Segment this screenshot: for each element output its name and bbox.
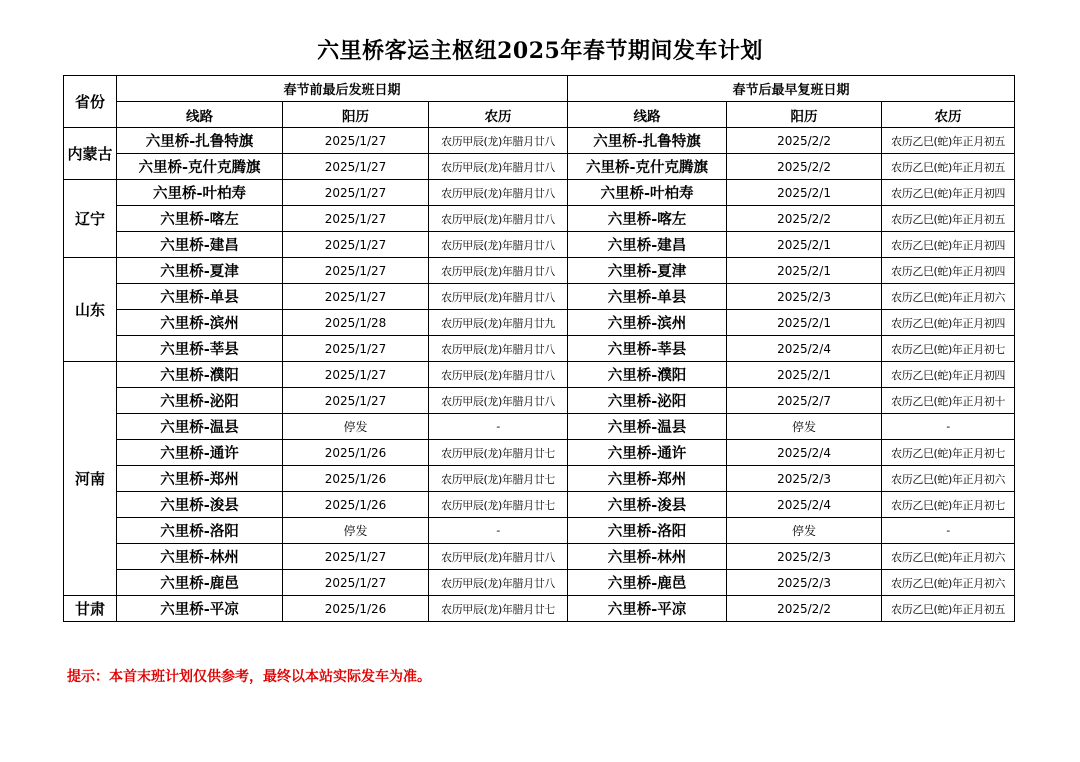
table-row <box>64 466 1015 492</box>
after-lunar-cell: 农历乙巳(蛇)年正月初十 <box>882 388 1015 414</box>
table-row <box>64 154 1015 180</box>
after-lunar-cell: 农历乙巳(蛇)年正月初七 <box>882 440 1015 466</box>
before-solar-cell: 2025/1/26 <box>283 440 429 466</box>
after-route-cell: 六里桥-濮阳 <box>568 362 727 388</box>
province-cell: 甘肃 <box>64 596 117 622</box>
after-lunar-cell: 农历乙巳(蛇)年正月初六 <box>882 466 1015 492</box>
after-lunar-cell: 农历乙巳(蛇)年正月初四 <box>882 362 1015 388</box>
before-lunar-header: 农历 <box>429 102 568 128</box>
before-lunar-cell: - <box>429 518 568 544</box>
after-lunar-cell: 农历乙巳(蛇)年正月初四 <box>882 310 1015 336</box>
after-solar-cell: 2025/2/3 <box>727 284 882 310</box>
before-lunar-cell: 农历甲辰(龙)年腊月廿七 <box>429 440 568 466</box>
after-holiday-header: 春节后最早复班日期 <box>568 76 1015 102</box>
before-route-cell: 六里桥-鹿邑 <box>117 570 283 596</box>
after-lunar-cell: 农历乙巳(蛇)年正月初五 <box>882 596 1015 622</box>
before-route-cell: 六里桥-泌阳 <box>117 388 283 414</box>
after-solar-cell: 2025/2/3 <box>727 570 882 596</box>
after-solar-cell: 停发 <box>727 518 882 544</box>
schedule-table <box>63 75 1015 622</box>
before-lunar-cell: 农历甲辰(龙)年腊月廿八 <box>429 544 568 570</box>
before-lunar-cell: 农历甲辰(龙)年腊月廿八 <box>429 388 568 414</box>
after-lunar-cell: 农历乙巳(蛇)年正月初五 <box>882 206 1015 232</box>
after-solar-cell: 2025/2/4 <box>727 440 882 466</box>
before-route-cell: 六里桥-通许 <box>117 440 283 466</box>
before-solar-header: 阳历 <box>283 102 429 128</box>
before-lunar-cell: 农历甲辰(龙)年腊月廿八 <box>429 284 568 310</box>
before-holiday-header: 春节前最后发班日期 <box>117 76 568 102</box>
after-lunar-cell: 农历乙巳(蛇)年正月初六 <box>882 570 1015 596</box>
before-lunar-cell: 农历甲辰(龙)年腊月廿八 <box>429 232 568 258</box>
before-lunar-cell: 农历甲辰(龙)年腊月廿八 <box>429 180 568 206</box>
after-route-cell: 六里桥-通许 <box>568 440 727 466</box>
before-route-cell: 六里桥-郑州 <box>117 466 283 492</box>
before-lunar-cell: 农历甲辰(龙)年腊月廿八 <box>429 336 568 362</box>
after-solar-cell: 2025/2/1 <box>727 232 882 258</box>
before-solar-cell: 2025/1/27 <box>283 258 429 284</box>
before-route-cell: 六里桥-扎鲁特旗 <box>117 128 283 154</box>
after-lunar-cell: 农历乙巳(蛇)年正月初四 <box>882 180 1015 206</box>
before-solar-cell: 2025/1/26 <box>283 492 429 518</box>
after-solar-cell: 2025/2/2 <box>727 128 882 154</box>
before-route-cell: 六里桥-平凉 <box>117 596 283 622</box>
before-lunar-cell: 农历甲辰(龙)年腊月廿七 <box>429 596 568 622</box>
schedule-body <box>64 128 1015 622</box>
after-route-cell: 六里桥-克什克腾旗 <box>568 154 727 180</box>
before-solar-cell: 停发 <box>283 518 429 544</box>
before-solar-cell: 2025/1/27 <box>283 128 429 154</box>
before-lunar-cell: 农历甲辰(龙)年腊月廿八 <box>429 128 568 154</box>
after-lunar-cell: 农历乙巳(蛇)年正月初六 <box>882 544 1015 570</box>
after-lunar-cell: 农历乙巳(蛇)年正月初五 <box>882 128 1015 154</box>
header-row-columns <box>64 102 1015 128</box>
after-solar-cell: 2025/2/2 <box>727 154 882 180</box>
before-route-cell: 六里桥-林州 <box>117 544 283 570</box>
before-lunar-cell: 农历甲辰(龙)年腊月廿八 <box>429 258 568 284</box>
after-route-cell: 六里桥-莘县 <box>568 336 727 362</box>
after-solar-cell: 2025/2/2 <box>727 206 882 232</box>
before-solar-cell: 2025/1/27 <box>283 544 429 570</box>
after-route-cell: 六里桥-夏津 <box>568 258 727 284</box>
after-solar-cell: 2025/2/1 <box>727 180 882 206</box>
before-route-cell: 六里桥-濮阳 <box>117 362 283 388</box>
before-route-header: 线路 <box>117 102 283 128</box>
table-row <box>64 310 1015 336</box>
before-route-cell: 六里桥-喀左 <box>117 206 283 232</box>
before-lunar-cell: 农历甲辰(龙)年腊月廿七 <box>429 466 568 492</box>
before-route-cell: 六里桥-洛阳 <box>117 518 283 544</box>
after-route-header: 线路 <box>568 102 727 128</box>
after-lunar-cell: - <box>882 518 1015 544</box>
after-route-cell: 六里桥-洛阳 <box>568 518 727 544</box>
before-solar-cell: 2025/1/27 <box>283 362 429 388</box>
after-route-cell: 六里桥-建昌 <box>568 232 727 258</box>
after-route-cell: 六里桥-单县 <box>568 284 727 310</box>
after-route-cell: 六里桥-平凉 <box>568 596 727 622</box>
after-lunar-cell: 农历乙巳(蛇)年正月初七 <box>882 336 1015 362</box>
before-lunar-cell: 农历甲辰(龙)年腊月廿八 <box>429 362 568 388</box>
before-solar-cell: 2025/1/26 <box>283 466 429 492</box>
before-lunar-cell: 农历甲辰(龙)年腊月廿七 <box>429 492 568 518</box>
table-row <box>64 362 1015 388</box>
after-route-cell: 六里桥-扎鲁特旗 <box>568 128 727 154</box>
table-row <box>64 440 1015 466</box>
before-solar-cell: 2025/1/27 <box>283 154 429 180</box>
after-lunar-cell: - <box>882 414 1015 440</box>
table-row <box>64 388 1015 414</box>
table-row <box>64 336 1015 362</box>
before-solar-cell: 2025/1/28 <box>283 310 429 336</box>
after-route-cell: 六里桥-滨州 <box>568 310 727 336</box>
table-row <box>64 232 1015 258</box>
before-solar-cell: 2025/1/27 <box>283 232 429 258</box>
after-route-cell: 六里桥-郑州 <box>568 466 727 492</box>
before-route-cell: 六里桥-单县 <box>117 284 283 310</box>
after-route-cell: 六里桥-浚县 <box>568 492 727 518</box>
after-route-cell: 六里桥-叶柏寿 <box>568 180 727 206</box>
before-lunar-cell: - <box>429 414 568 440</box>
table-row <box>64 414 1015 440</box>
before-lunar-cell: 农历甲辰(龙)年腊月廿九 <box>429 310 568 336</box>
province-cell: 河南 <box>64 362 117 596</box>
before-solar-cell: 2025/1/27 <box>283 206 429 232</box>
after-lunar-header: 农历 <box>882 102 1015 128</box>
after-lunar-cell: 农历乙巳(蛇)年正月初六 <box>882 284 1015 310</box>
before-lunar-cell: 农历甲辰(龙)年腊月廿八 <box>429 570 568 596</box>
after-lunar-cell: 农历乙巳(蛇)年正月初四 <box>882 232 1015 258</box>
after-solar-cell: 2025/2/3 <box>727 466 882 492</box>
after-solar-cell: 2025/2/3 <box>727 544 882 570</box>
after-solar-cell: 停发 <box>727 414 882 440</box>
before-solar-cell: 2025/1/27 <box>283 180 429 206</box>
after-route-cell: 六里桥-喀左 <box>568 206 727 232</box>
table-row <box>64 492 1015 518</box>
before-solar-cell: 2025/1/26 <box>283 596 429 622</box>
table-row <box>64 128 1015 154</box>
after-lunar-cell: 农历乙巳(蛇)年正月初七 <box>882 492 1015 518</box>
after-route-cell: 六里桥-鹿邑 <box>568 570 727 596</box>
before-route-cell: 六里桥-建昌 <box>117 232 283 258</box>
table-row <box>64 570 1015 596</box>
after-solar-header: 阳历 <box>727 102 882 128</box>
after-lunar-cell: 农历乙巳(蛇)年正月初五 <box>882 154 1015 180</box>
before-route-cell: 六里桥-叶柏寿 <box>117 180 283 206</box>
table-row <box>64 258 1015 284</box>
province-header: 省份 <box>64 76 117 128</box>
after-solar-cell: 2025/2/2 <box>727 596 882 622</box>
after-solar-cell: 2025/2/4 <box>727 336 882 362</box>
note-text: 提示：本首末班计划仅供参考，最终以本站实际发车为准。 <box>67 669 431 685</box>
table-row <box>64 284 1015 310</box>
before-solar-cell: 2025/1/27 <box>283 336 429 362</box>
before-route-cell: 六里桥-浚县 <box>117 492 283 518</box>
table-row <box>64 544 1015 570</box>
before-route-cell: 六里桥-夏津 <box>117 258 283 284</box>
after-lunar-cell: 农历乙巳(蛇)年正月初四 <box>882 258 1015 284</box>
province-cell: 辽宁 <box>64 180 117 258</box>
province-cell: 内蒙古 <box>64 128 117 180</box>
before-solar-cell: 2025/1/27 <box>283 388 429 414</box>
before-route-cell: 六里桥-莘县 <box>117 336 283 362</box>
before-route-cell: 六里桥-克什克腾旗 <box>117 154 283 180</box>
after-route-cell: 六里桥-林州 <box>568 544 727 570</box>
before-solar-cell: 2025/1/27 <box>283 284 429 310</box>
page-title: 六里桥客运主枢纽2025年春节期间发车计划 <box>317 38 763 64</box>
after-solar-cell: 2025/2/4 <box>727 492 882 518</box>
before-route-cell: 六里桥-温县 <box>117 414 283 440</box>
province-cell: 山东 <box>64 258 117 362</box>
after-route-cell: 六里桥-泌阳 <box>568 388 727 414</box>
before-solar-cell: 2025/1/27 <box>283 570 429 596</box>
table-row <box>64 518 1015 544</box>
after-solar-cell: 2025/2/7 <box>727 388 882 414</box>
before-lunar-cell: 农历甲辰(龙)年腊月廿八 <box>429 154 568 180</box>
table-row <box>64 596 1015 622</box>
table-row <box>64 180 1015 206</box>
header-row-groups <box>64 76 1015 102</box>
after-solar-cell: 2025/2/1 <box>727 258 882 284</box>
after-solar-cell: 2025/2/1 <box>727 310 882 336</box>
after-route-cell: 六里桥-温县 <box>568 414 727 440</box>
table-row <box>64 206 1015 232</box>
before-solar-cell: 停发 <box>283 414 429 440</box>
before-lunar-cell: 农历甲辰(龙)年腊月廿八 <box>429 206 568 232</box>
after-solar-cell: 2025/2/1 <box>727 362 882 388</box>
before-route-cell: 六里桥-滨州 <box>117 310 283 336</box>
